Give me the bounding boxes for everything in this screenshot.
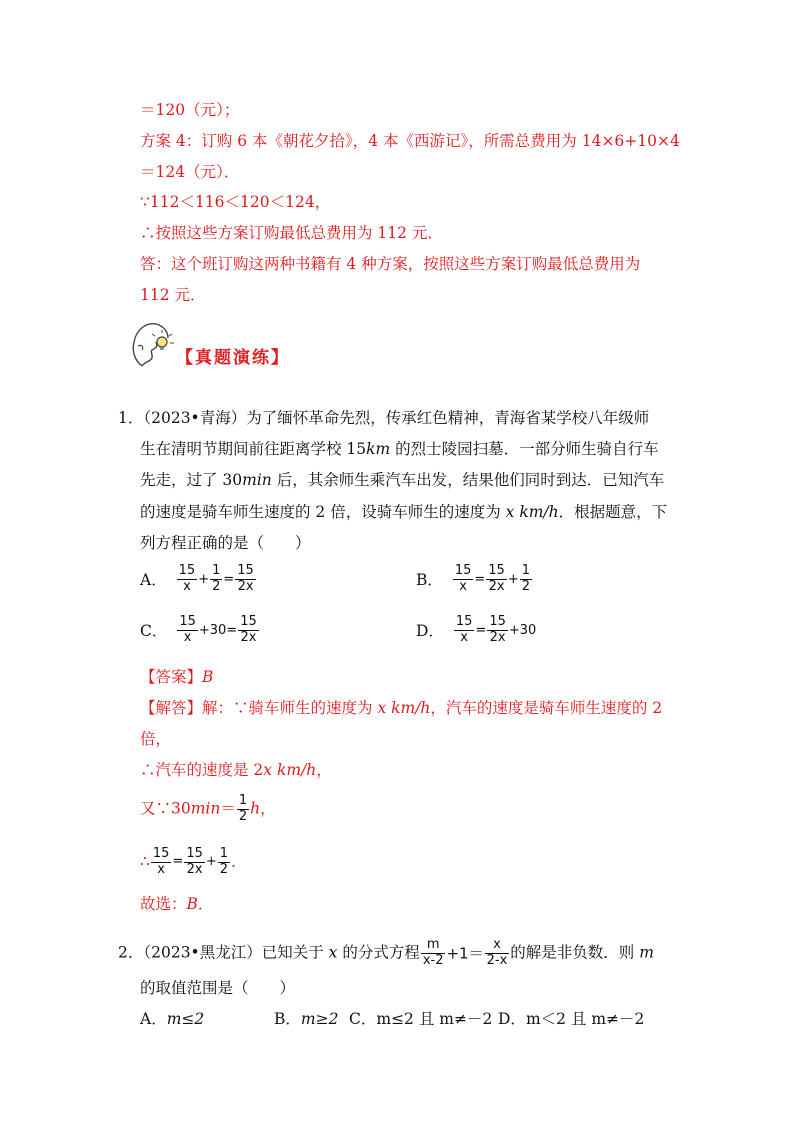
prev-solution-line-7: 112 元． <box>140 286 206 304</box>
prev-solution-line-1: ＝120（元）； <box>140 101 240 119</box>
thinking-head-lightbulb-icon <box>128 316 180 372</box>
q1-explain-line-1: 【解答】解：∵骑车师生的速度为 x km/h，汽车的速度是骑车师生速度的 2 <box>140 699 663 717</box>
q1-option-c[interactable]: C． $\frac{15}{x}$ +30= $\frac{15}{2x}$ <box>140 614 257 645</box>
q2-option-b[interactable]: B．m≥2 <box>274 1010 339 1028</box>
prev-solution-line-3: ＝124（元）． <box>140 163 240 181</box>
q1-line-5: 列方程正确的是（ ） <box>140 534 311 552</box>
q2-line-2: 的取值范围是（ ） <box>140 979 296 997</box>
prev-solution-line-2: 方案 4：订购 6 本《朝花夕拾》，4 本《西游记》，所需总费用为 14×6+10×4 <box>140 132 680 150</box>
q1-option-d[interactable]: D． $\frac{15}{x}$ = $\frac{15}{2x}$ +30 <box>416 614 537 645</box>
prev-solution-line-6: 答：这个班订购这两种书籍有 4 种方案，按照这些方案订购最低总费用为 <box>140 255 641 273</box>
prev-solution-line-4: ∵112＜116＜120＜124， <box>140 193 331 211</box>
q1-option-a[interactable]: A． $\frac{15}{x}$ + $\frac{1}{2}$ = $\frac{15}{2x}$ <box>140 563 254 594</box>
section-title: 【真题演练】 <box>176 348 290 368</box>
q1-explain-line-3: ∴汽车的速度是 2x km/h， <box>140 761 332 779</box>
q1-line-2: 生在清明节期间前往距离学校 15km 的烈士陵园扫墓．一部分师生骑自行车 <box>140 440 659 458</box>
q1-line-4: 的速度是骑车师生速度的 2 倍，设骑车师生的速度为 x km/h．根据题意，下 <box>140 503 668 521</box>
q1-line-1: 1．（2023•青海）为了缅怀革命先烈，传承红色精神，青海省某学校八年级师 <box>118 409 650 427</box>
q2-option-a[interactable]: A．m≤2 <box>140 1010 205 1028</box>
q1-option-b[interactable]: B． $\frac{15}{x}$ = $\frac{15}{2x}$ + $\frac{1}{2}$ <box>416 563 531 594</box>
q1-answer: 【答案】B <box>140 668 214 686</box>
q1-explain-line-6: 故选：B． <box>140 895 214 913</box>
q2-option-d[interactable]: D．m＜2 且 m≠－2 <box>498 1010 645 1028</box>
q1-line-3: 先走，过了 30min 后，其余师生乘汽车出发，结果他们同时到达．已知汽车 <box>140 471 665 489</box>
prev-solution-line-5: ∴按照这些方案订购最低总费用为 112 元． <box>140 224 443 242</box>
q1-explain-line-2: 倍， <box>140 730 172 748</box>
q2-line-1: 2．（2023•黑龙江）已知关于 x 的分式方程 $\frac{m}{x-2}$ +1＝ $\frac{x}{2-x}$ 的解是非负数．则 m <box>118 937 654 968</box>
q1-explain-line-5: ∴ $\frac{15}{x}$ = $\frac{15}{2x}$ + $\frac{1}{2}$ ． <box>140 846 247 877</box>
q1-explain-line-4: 又∵30min＝ $\frac{1}{2}$ h， <box>140 793 276 824</box>
q2-option-c[interactable]: C．m≤2 且 m≠－2 <box>349 1010 493 1028</box>
